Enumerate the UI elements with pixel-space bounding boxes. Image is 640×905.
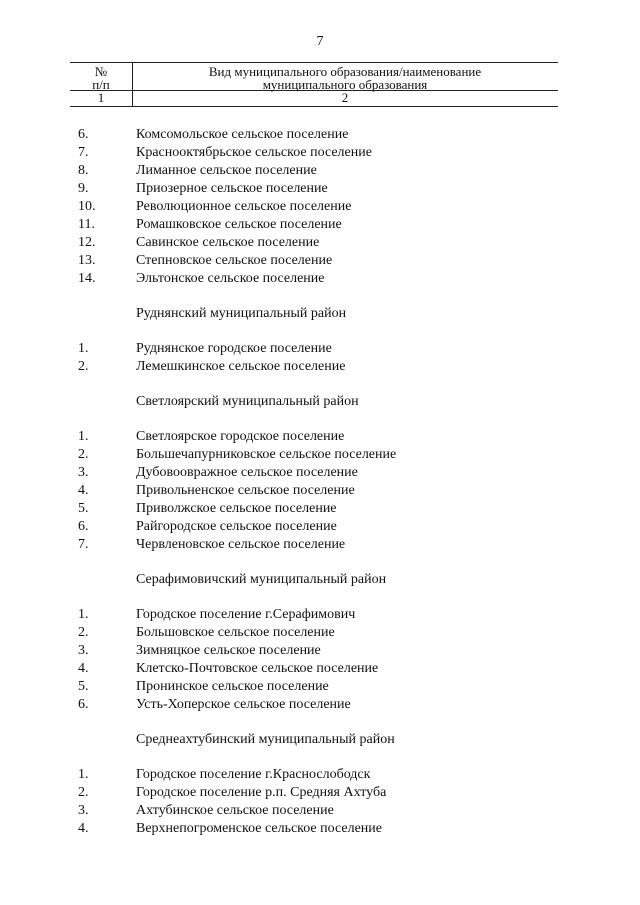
item-number: 5. (78, 679, 89, 694)
item-number: 2. (78, 785, 89, 800)
item-number: 4. (78, 661, 89, 676)
item-name: Степновское сельское поселение (136, 253, 333, 268)
item-number: 9. (78, 181, 89, 196)
list-item (0, 660, 640, 678)
item-name: Городское поселение р.п. Средняя Ахтуба (136, 785, 387, 800)
item-name: Комсомольское сельское поселение (136, 127, 349, 142)
item-number: 4. (78, 821, 89, 836)
item-number: 1. (78, 341, 89, 356)
item-number: 2. (78, 447, 89, 462)
item-number: 10. (78, 199, 96, 214)
item-name: Усть-Хоперское сельское поселение (136, 697, 351, 712)
item-name: Большовское сельское поселение (136, 625, 335, 640)
header-col2-number: 2 (341, 90, 349, 105)
item-number: 6. (78, 697, 89, 712)
item-name: Приволжское сельское поселение (136, 501, 337, 516)
item-name: Привольненское сельское поселение (136, 483, 355, 498)
header-col1-label-line2: п/п (92, 77, 110, 92)
list-item (0, 518, 640, 536)
list-item (0, 696, 640, 714)
item-number: 3. (78, 643, 89, 658)
item-number: 2. (78, 359, 89, 374)
item-name: Городское поселение г.Краснослободск (136, 767, 371, 782)
item-number: 1. (78, 607, 89, 622)
list-item (0, 340, 640, 358)
list-item (0, 252, 640, 270)
item-name: Лемешкинское сельское поселение (136, 359, 346, 374)
district-heading: Руднянский муниципальный район (136, 306, 347, 321)
district-heading: Среднеахтубинский муниципальный район (136, 732, 395, 747)
item-number: 5. (78, 501, 89, 516)
item-name: Дубовоовражное сельское поселение (136, 465, 358, 480)
item-number: 4. (78, 483, 89, 498)
list-item (0, 428, 640, 446)
item-name: Ромашковское сельское поселение (136, 217, 342, 232)
list-item (0, 642, 640, 660)
list-item (0, 500, 640, 518)
list-item (0, 624, 640, 642)
item-name: Червленовское сельское поселение (136, 537, 346, 552)
item-name: Городское поселение г.Серафимович (136, 607, 356, 622)
list-item (0, 606, 640, 624)
list-item (0, 216, 640, 234)
item-name: Руднянское городское поселение (136, 341, 332, 356)
district-heading: Светлоярский муниципальный район (136, 394, 359, 409)
item-name: Революционное сельское поселение (136, 199, 352, 214)
item-number: 1. (78, 429, 89, 444)
list-item (0, 536, 640, 554)
item-name: Верхнепогроменское сельское поселение (136, 821, 382, 836)
list-item (0, 126, 640, 144)
item-number: 7. (78, 537, 89, 552)
item-name: Краснооктябрьское сельское поселение (136, 145, 372, 160)
list-item (0, 162, 640, 180)
list-item (0, 234, 640, 252)
item-name: Эльтонское сельское поселение (136, 271, 325, 286)
list-item (0, 198, 640, 216)
list-item (0, 144, 640, 162)
page-number: 7 (316, 34, 324, 49)
item-number: 3. (78, 803, 89, 818)
item-number: 8. (78, 163, 89, 178)
item-name: Приозерное сельское поселение (136, 181, 328, 196)
item-name: Райгородское сельское поселение (136, 519, 337, 534)
item-number: 3. (78, 465, 89, 480)
header-col1-number: 1 (97, 90, 105, 105)
list-item (0, 766, 640, 784)
district-heading: Серафимовичский муниципальный район (136, 572, 387, 587)
item-number: 6. (78, 519, 89, 534)
item-name: Светлоярское городское поселение (136, 429, 345, 444)
item-number: 1. (78, 767, 89, 782)
item-name: Клетско-Почтовское сельское поселение (136, 661, 379, 676)
item-name: Ахтубинское сельское поселение (136, 803, 334, 818)
item-name: Савинское сельское поселение (136, 235, 320, 250)
item-name: Большечапурниковское сельское поселение (136, 447, 397, 462)
item-number: 7. (78, 145, 89, 160)
list-item (0, 464, 640, 482)
item-name: Зимняцкое сельское поселение (136, 643, 321, 658)
item-name: Пронинское сельское поселение (136, 679, 329, 694)
list-item (0, 482, 640, 500)
item-number: 13. (78, 253, 96, 268)
item-number: 2. (78, 625, 89, 640)
item-name: Лиманное сельское поселение (136, 163, 317, 178)
item-number: 11. (78, 217, 95, 232)
list-item (0, 784, 640, 802)
list-item (0, 678, 640, 696)
header-col2-label-line2: муниципального образования (262, 77, 428, 92)
item-number: 6. (78, 127, 89, 142)
header-col2-label-line1: Вид муниципального образования/наименование (208, 64, 482, 79)
list-item (0, 180, 640, 198)
item-number: 14. (78, 271, 96, 286)
list-item (0, 820, 640, 838)
list-item (0, 802, 640, 820)
item-number: 12. (78, 235, 96, 250)
list-item (0, 446, 640, 464)
list-item (0, 270, 640, 288)
list-item (0, 358, 640, 376)
header-col1-label-line1: № (94, 64, 108, 79)
